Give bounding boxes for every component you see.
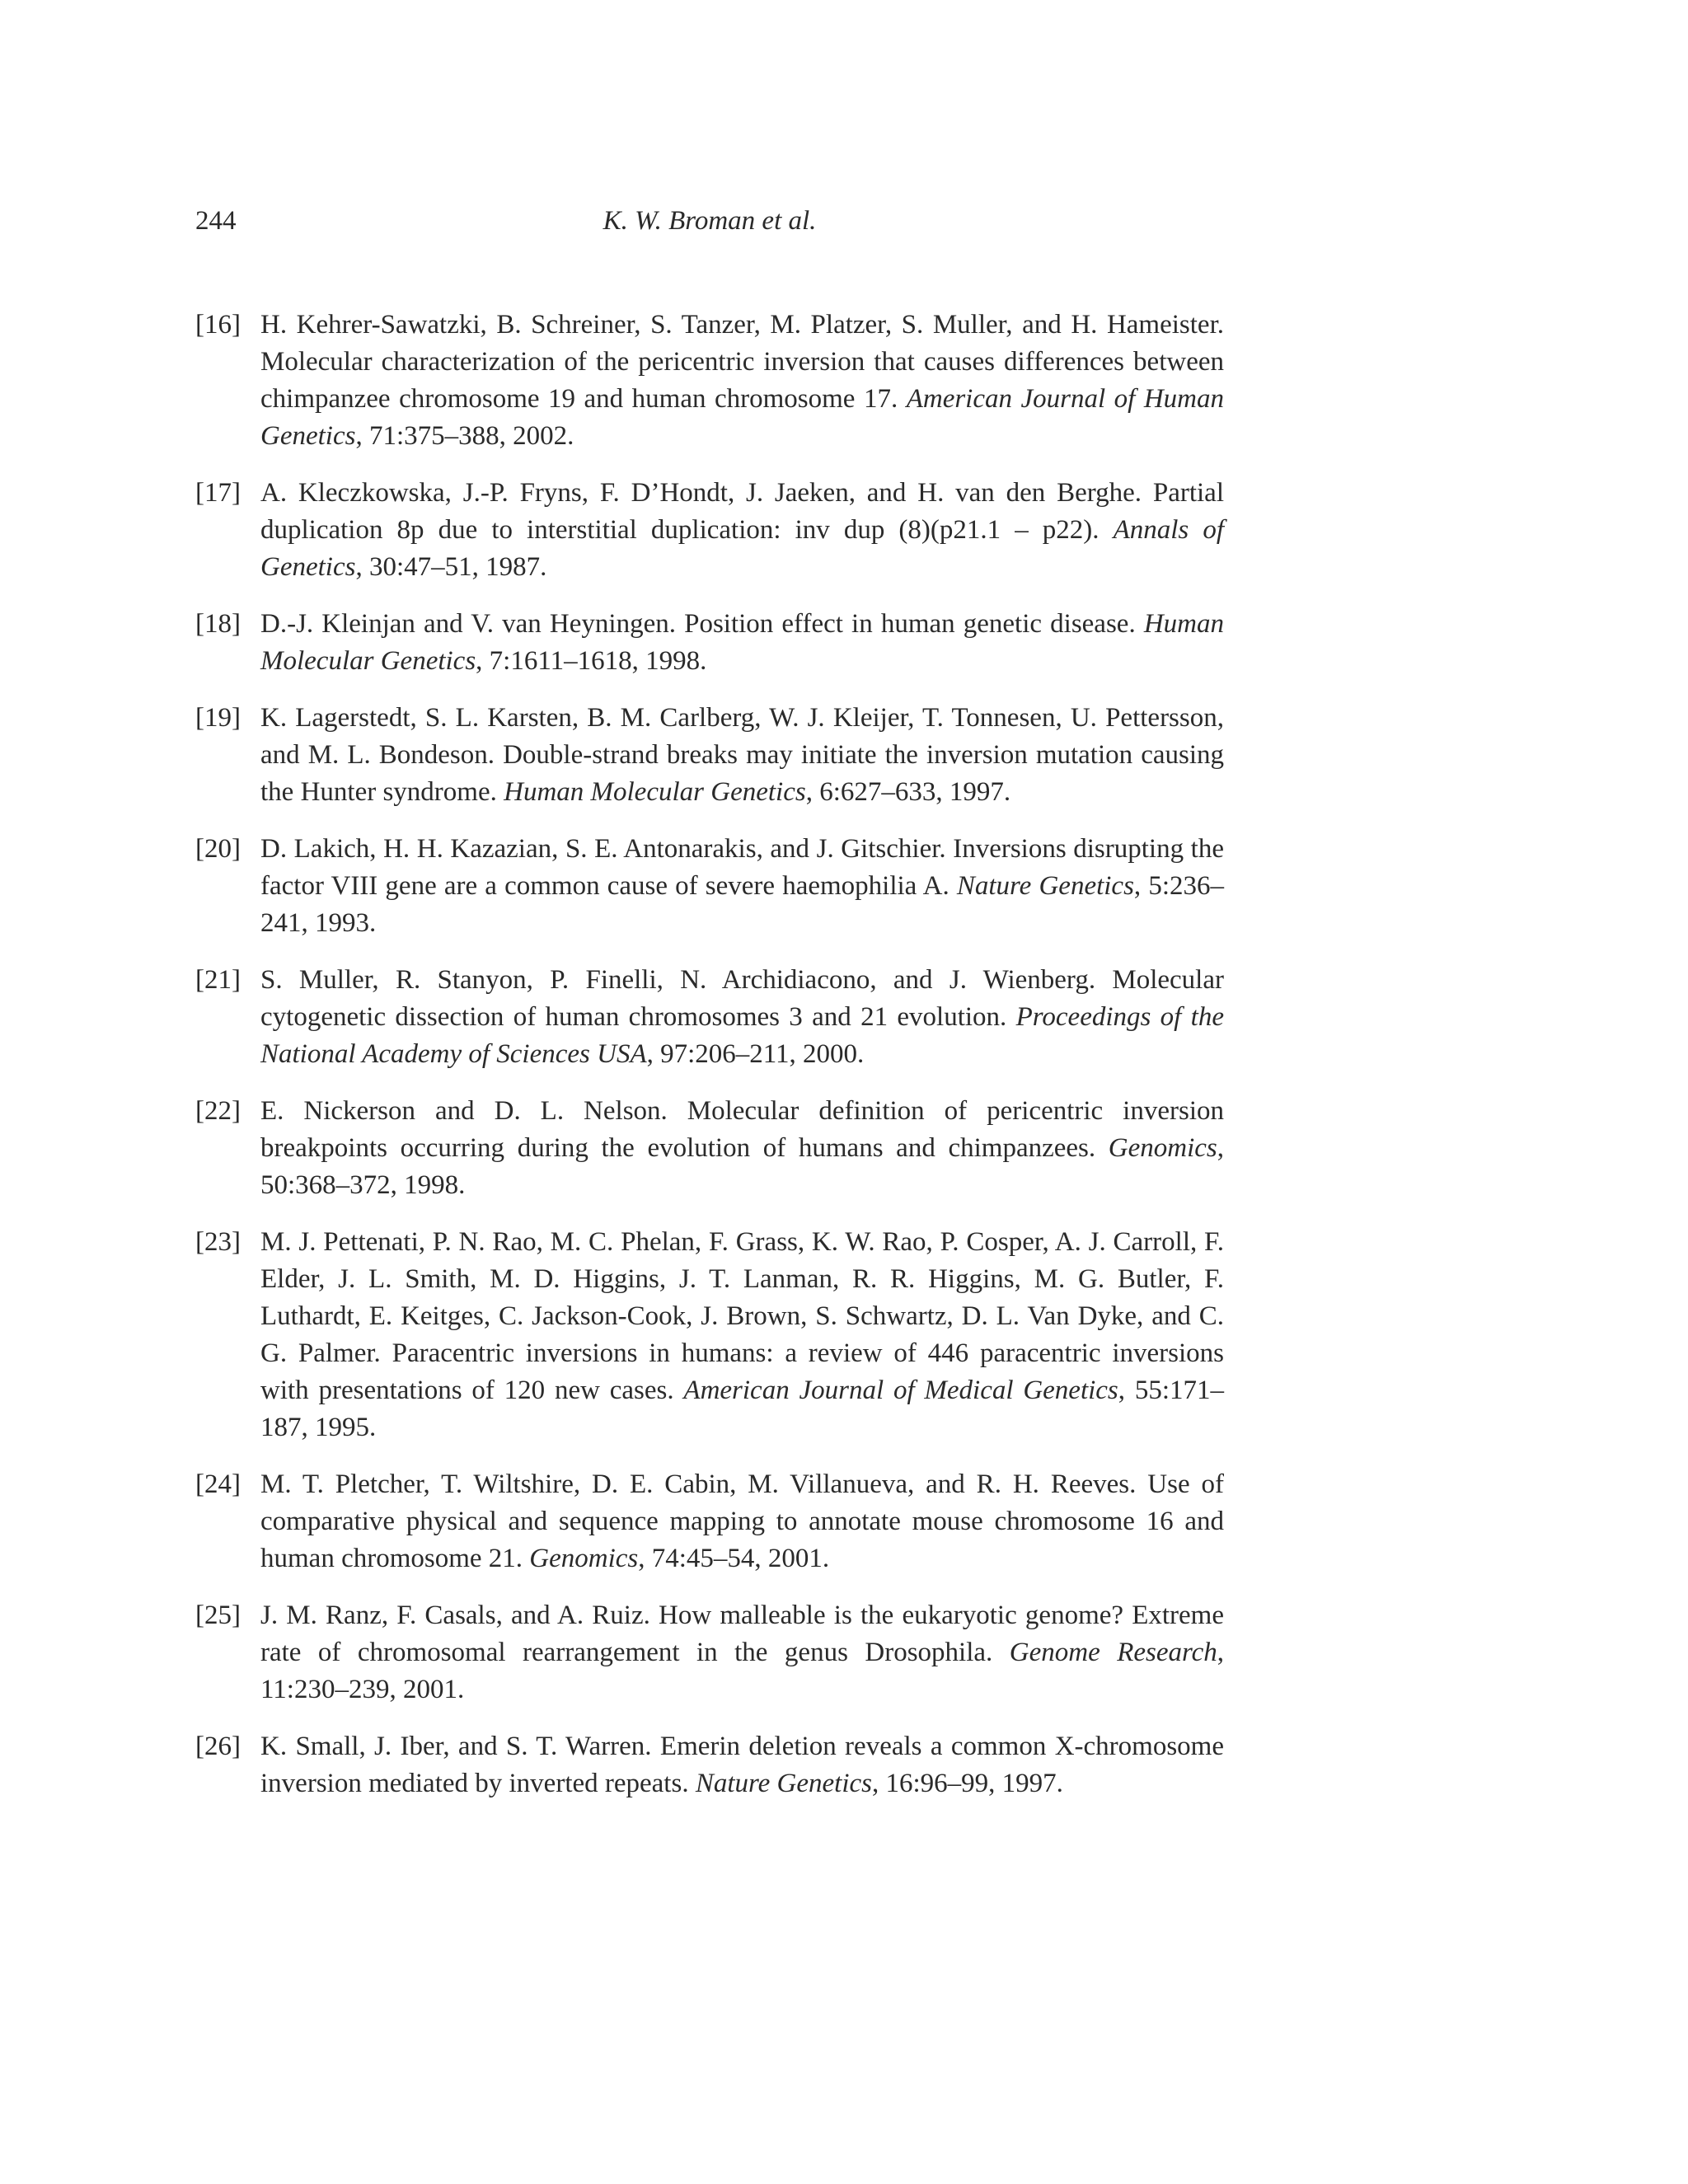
reference-item (195, 700, 1224, 811)
reference-item (195, 475, 1224, 586)
reference-item (195, 1093, 1224, 1204)
reference-item (195, 606, 1224, 680)
reference-label: [24] (195, 1469, 241, 1499)
reference-venue: Annals of Genetics (260, 515, 1224, 582)
reference-label: [16] (195, 310, 241, 340)
page-header (195, 203, 1224, 239)
page-number: 244 (195, 206, 237, 236)
reference-label: [19] (195, 703, 241, 733)
reference-details: , 6:627–633, 1997. (805, 777, 1011, 807)
reference-venue: Human Molecular Genetics (504, 777, 806, 807)
reference-venue: Genomics (1108, 1133, 1217, 1163)
reference-text: H. Kehrer-Sawatzki, B. Schreiner, S. Tanzer, M. Platzer, S. Muller, and H. Hameister. Molecular characterization of the pericentric inversion that causes differences between chimpanzee chromosome 19 and human chromosome 17. (260, 310, 1224, 414)
reference-text: S. Muller, R. Stanyon, P. Finelli, N. Archidiacono, and J. Wienberg. Molecular cytogenetic dissection of human chromosomes 3 and 21 evolution. (260, 965, 1224, 1032)
reference-venue: Genomics (529, 1544, 639, 1573)
reference-venue: Proceedings of the National Academy of Sciences USA (260, 1002, 1224, 1069)
reference-text: K. Small, J. Iber, and S. T. Warren. Emerin deletion reveals a common X-chromosome inversion mediated by inverted repeats. (260, 1732, 1224, 1798)
reference-venue: Genome Research (1009, 1638, 1217, 1667)
reference-item (195, 307, 1224, 455)
reference-label: [25] (195, 1601, 241, 1630)
reference-details: , 7:1611–1618, 1998. (476, 646, 707, 676)
running-head: K. W. Broman et al. (603, 206, 817, 236)
reference-label: [22] (195, 1096, 241, 1126)
reference-item (195, 1597, 1224, 1708)
reference-text: A. Kleczkowska, J.-P. Fryns, F. D’Hondt, J. Jaeken, and H. van den Berghe. Partial duplication 8p due to interstitial duplication: inv dup (8)(p21.1 – p22). (260, 478, 1224, 545)
reference-details: , 5:236–241, 1993. (260, 871, 1224, 938)
reference-item (195, 831, 1224, 942)
reference-venue: Nature Genetics (956, 871, 1134, 901)
reference-details: , 74:45–54, 2001. (638, 1544, 830, 1573)
reference-text: M. J. Pettenati, P. N. Rao, M. C. Phelan, F. Grass, K. W. Rao, P. Cosper, A. J. Carroll, F. Elder, J. L. Smith, M. D. Higgins, J. T. Lanman, R. R. Higgins, M. G. Butler, F. Luthardt, E. Keitges, C. Jackson-Cook, J. Brown, S. Schwartz, D. L. Van Dyke, and C. G. Palmer. Paracentric inversions in humans: a review of 446 paracentric inversions with presentations of 120 new cases. (260, 1227, 1224, 1405)
reference-text: D.-J. Kleinjan and V. van Heyningen. Position effect in human genetic disease. (260, 609, 1144, 639)
reference-item (195, 962, 1224, 1073)
reference-item (195, 1728, 1224, 1802)
reference-venue: Nature Genetics (695, 1769, 872, 1798)
reference-details: , 71:375–388, 2002. (355, 421, 574, 451)
reference-text: D. Lakich, H. H. Kazazian, S. E. Antonarakis, and J. Gitschier. Inversions disrupting the factor VIII gene are a common cause of severe haemophilia A. (260, 834, 1224, 901)
reference-details: , 30:47–51, 1987. (355, 552, 547, 582)
reference-label: [17] (195, 478, 241, 508)
reference-text: J. M. Ranz, F. Casals, and A. Ruiz. How malleable is the eukaryotic genome? Extreme rate of chromosomal rearrangement in the genus Drosophila. (260, 1601, 1224, 1667)
reference-label: [23] (195, 1227, 241, 1257)
reference-label: [18] (195, 609, 241, 639)
reference-label: [21] (195, 965, 241, 995)
reference-label: [20] (195, 834, 241, 864)
reference-item (195, 1224, 1224, 1446)
reference-label: [26] (195, 1732, 241, 1761)
reference-details: , 97:206–211, 2000. (646, 1039, 865, 1069)
reference-list (195, 307, 1224, 1822)
reference-details: , 16:96–99, 1997. (871, 1769, 1063, 1798)
reference-details: , 50:368–372, 1998. (260, 1133, 1224, 1200)
reference-item (195, 1466, 1224, 1577)
reference-details: , 11:230–239, 2001. (260, 1638, 1225, 1704)
reference-details: , 55:171–187, 1995. (260, 1376, 1224, 1442)
reference-text: K. Lagerstedt, S. L. Karsten, B. M. Carlberg, W. J. Kleijer, T. Tonnesen, U. Pettersson, and M. L. Bondeson. Double-strand breaks may initiate the inversion mutation causing the Hunter syndrome. (260, 703, 1224, 807)
reference-text: E. Nickerson and D. L. Nelson. Molecular definition of pericentric inversion breakpoints occurring during the evolution of humans and chimpanzees. (260, 1096, 1224, 1163)
reference-venue: American Journal of Human Genetics (260, 384, 1224, 451)
reference-venue: Human Molecular Genetics (260, 609, 1224, 676)
reference-text: M. T. Pletcher, T. Wiltshire, D. E. Cabin, M. Villanueva, and R. H. Reeves. Use of comparative physical and sequence mapping to annotate mouse chromosome 16 and human chromosome 21. (260, 1469, 1224, 1573)
reference-venue: American Journal of Medical Genetics (683, 1376, 1118, 1405)
